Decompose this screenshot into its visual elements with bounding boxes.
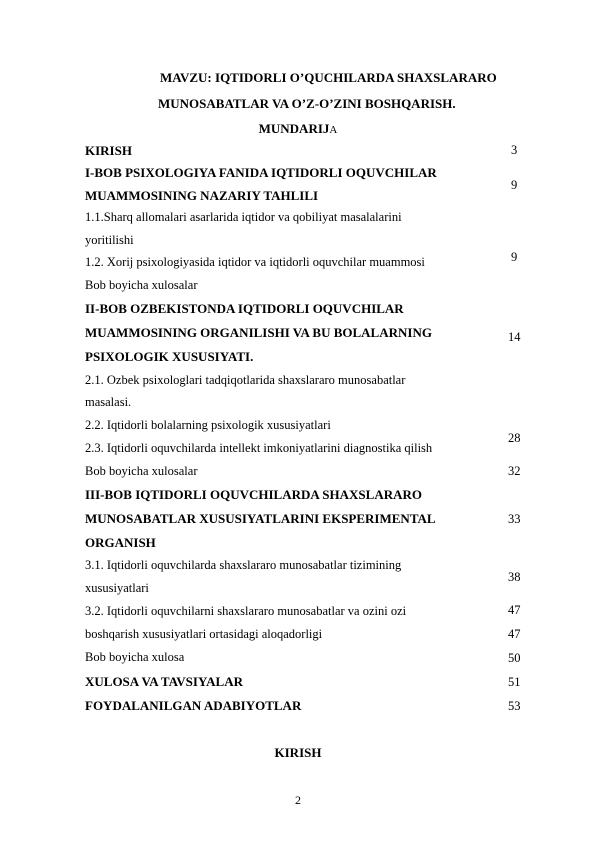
toc-line: boshqarish xususiyatlari ortasidagi aloqadorligi xyxy=(85,627,323,641)
toc-line: 1.2. Xorij psixologiyasida iqtidor va iqtidorli oquvchilar muammosi xyxy=(85,255,425,269)
page-number: 2 xyxy=(295,793,301,807)
toc-line: 3.2. Iqtidorli oquvchilarni shaxslararo munosabatlar va ozini ozi xyxy=(85,604,407,618)
toc-line: masalasi. xyxy=(85,395,132,409)
toc-line: I-BOB PSIXOLOGIYA FANIDA IQTIDORLI OQUVCHILAR xyxy=(85,165,437,180)
toc-line: 2.1. Ozbek psixologlari tadqiqotlarida shaxslararo munosabatlar xyxy=(85,373,406,387)
toc-page-number: 50 xyxy=(508,651,521,665)
toc-page-number: 9 xyxy=(511,178,518,192)
toc-line: 1.1.Sharq allomalari asarlarida iqtidor va qobiliyat masalalarini xyxy=(85,210,402,224)
toc-page-number: 9 xyxy=(511,250,518,264)
toc-line: yoritilishi xyxy=(85,233,134,247)
toc-line: KIRISH xyxy=(85,143,132,158)
toc-page-number: 33 xyxy=(508,512,521,526)
toc-page-number: 51 xyxy=(508,675,521,689)
toc-line: xususiyatlari xyxy=(85,581,149,595)
toc-line: Bob boyicha xulosa xyxy=(85,650,185,664)
document-title-line-2: MUNOSABATLAR VA O’Z-O’ZINI BOSHQARISH. xyxy=(158,96,456,111)
toc-line: XULOSA VA TAVSIYALAR xyxy=(85,674,243,689)
toc-page-number: 14 xyxy=(508,330,521,344)
toc-line: Bob boyicha xulosalar xyxy=(85,278,198,292)
toc-page-number: 28 xyxy=(508,431,521,445)
toc-page-number: 47 xyxy=(508,603,521,617)
section-heading-kirish: KIRISH xyxy=(274,745,322,760)
toc-line: III-BOB IQTIDORLI OQUVCHILARDA SHAXSLARARO xyxy=(85,487,422,502)
toc-line: 2.2. Iqtidorli bolalarning psixologik xususiyatlari xyxy=(85,418,331,432)
toc-line: ORGANISH xyxy=(85,535,156,550)
document-title-line-1: MAVZU: IQTIDORLI O’QUCHILARDA SHAXSLARARO xyxy=(160,70,497,85)
toc-heading xyxy=(0,121,596,137)
toc-page-number: 38 xyxy=(508,570,521,584)
toc-page-number: 47 xyxy=(508,627,521,641)
toc-page-number: 32 xyxy=(508,464,521,478)
toc-line: MUAMMOSINING NAZARIY TAHLILI xyxy=(85,188,319,203)
toc-line: Bob boyicha xulosalar xyxy=(85,464,198,478)
toc-line: 2.3. Iqtidorli oquvchilarda intellekt imkoniyatlarini diagnostika qilish xyxy=(85,441,433,455)
toc-line: PSIXOLOGIK XUSUSIYATI. xyxy=(85,349,254,364)
toc-page-number: 3 xyxy=(511,143,518,157)
toc-line: MUNOSABATLAR XUSUSIYATLARINI EKSPERIMENTAL xyxy=(85,511,436,526)
toc-line: FOYDALANILGAN ADABIYOTLAR xyxy=(85,698,302,713)
toc-heading-text: MUNDARIJ xyxy=(258,121,330,136)
toc-line: MUAMMOSINING ORGANILISHI VA BU BOLALARNING xyxy=(85,325,432,340)
toc-line: II-BOB OZBEKISTONDA IQTIDORLI OQUVCHILAR xyxy=(85,301,404,316)
toc-heading-last-letter: A xyxy=(329,124,338,136)
toc-page-number: 53 xyxy=(508,699,521,713)
toc-line: 3.1. Iqtidorli oquvchilarda shaxslararo munosabatlar tizimining xyxy=(85,558,402,572)
